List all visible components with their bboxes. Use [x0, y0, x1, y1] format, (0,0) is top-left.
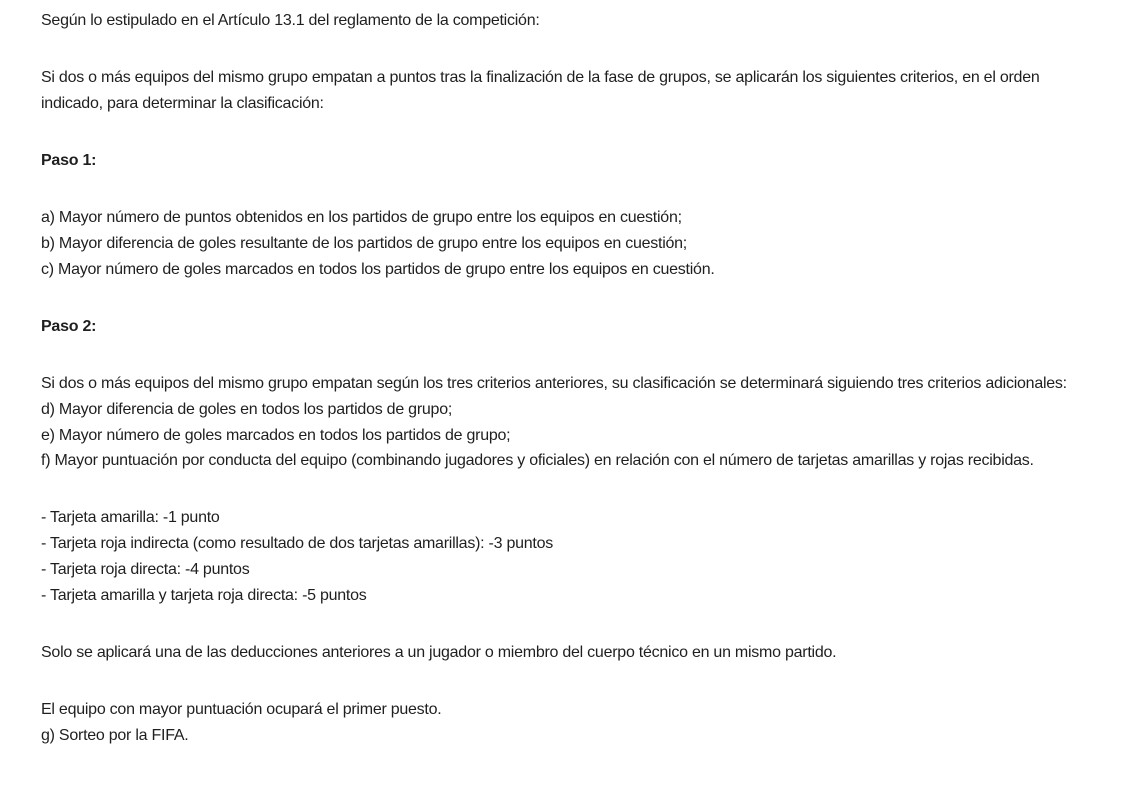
deduction-yellow: - Tarjeta amarilla: -1 punto: [41, 509, 220, 527]
spacer: [41, 340, 1081, 372]
spacer: [41, 282, 1081, 314]
spacer: [41, 608, 1081, 640]
criterion-f: f) Mayor puntuación por conducta del equipo (combinando jugadores y oficiales) en relación con el número de tarjetas amarillas y rojas recibidas.: [41, 452, 1034, 470]
step2-paragraph: Si dos o más equipos del mismo grupo empatan según los tres criterios anteriores, su clasificación se determinará siguiendo tres criterios adicionales:: [41, 375, 1067, 393]
deduction-yellow-and-red: - Tarjeta amarilla y tarjeta roja directa: -5 puntos: [41, 586, 367, 604]
deduction-indirect-red: - Tarjeta roja indirecta (como resultado de dos tarjetas amarillas): -3 puntos: [41, 535, 554, 553]
spacer: [41, 174, 1081, 206]
spacer: [41, 665, 1081, 697]
criterion-e: e) Mayor número de goles marcados en todos los partidos de grupo;: [41, 426, 511, 444]
step1-heading: Paso 1:: [41, 152, 97, 170]
document-body: [41, 8, 1081, 748]
criterion-c: c) Mayor número de goles marcados en todos los partidos de grupo entre los equipos en cuestión.: [41, 260, 715, 278]
criterion-b: b) Mayor diferencia de goles resultante de los partidos de grupo entre los equipos en cuestión;: [41, 235, 687, 253]
intro-text: Según lo estipulado en el Artículo 13.1 del reglamento de la competición:: [41, 12, 540, 29]
spacer: [41, 34, 1081, 66]
criterion-a: a) Mayor número de puntos obtenidos en los partidos de grupo entre los equipos en cuestión;: [41, 209, 682, 227]
spacer: [41, 117, 1081, 149]
criterion-g: g) Sorteo por la FIFA.: [41, 726, 189, 744]
deduction-direct-red: - Tarjeta roja directa: -4 puntos: [41, 560, 250, 578]
deduction-note: Solo se aplicará una de las deducciones anteriores a un jugador o miembro del cuerpo técnico en un mismo partido.: [41, 643, 837, 661]
spacer: [41, 474, 1081, 506]
closing-statement: El equipo con mayor puntuación ocupará el primer puesto.: [41, 700, 442, 718]
criterion-d: d) Mayor diferencia de goles en todos los partidos de grupo;: [41, 400, 453, 418]
criteria-intro-paragraph: Si dos o más equipos del mismo grupo empatan a puntos tras la finalización de la fase de grupos, se aplicarán los siguientes criterios, en el orden indicado, para determinar la clasificación:: [41, 69, 1040, 112]
step2-heading: Paso 2:: [41, 317, 97, 335]
